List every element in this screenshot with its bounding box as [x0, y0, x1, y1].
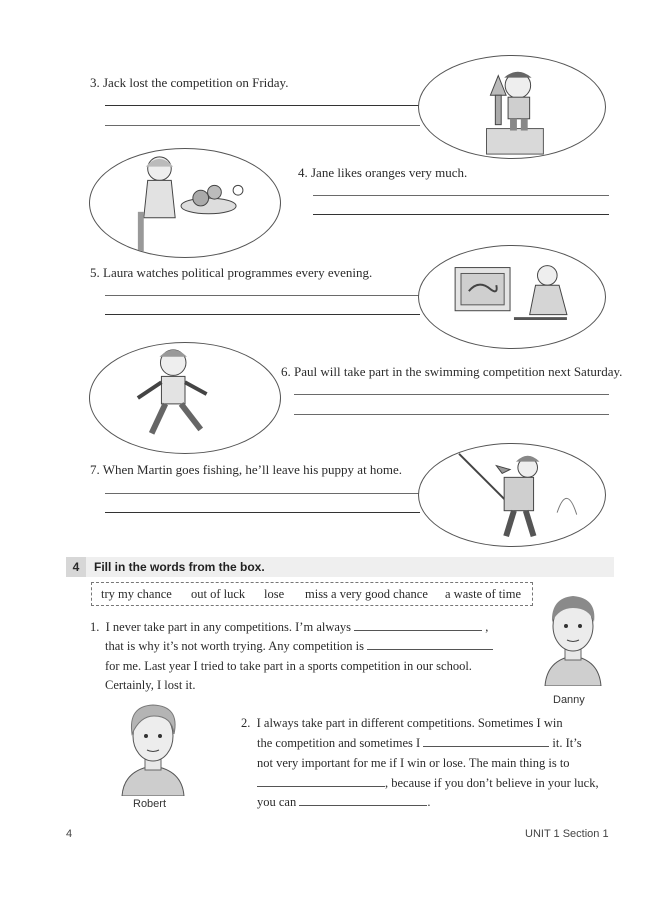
- unit-section-label: UNIT 1 Section 1: [525, 828, 609, 840]
- paragraph-2-line-3: not very important for me if I win or lose. The main thing is to: [257, 756, 570, 770]
- jane-oranges-illustration: [89, 148, 281, 258]
- fill-in-blank[interactable]: [299, 794, 427, 806]
- answer-line[interactable]: [105, 493, 420, 494]
- paragraph-2-line-1: 2. I always take part in different competitions. Sometimes I win: [241, 716, 563, 730]
- martin-fishing-illustration: [418, 443, 606, 547]
- paragraph-1-line-3: for me. Last year I tried to take part in a sports competition in our school.: [105, 659, 472, 673]
- paragraph-1-line-4: Certainly, I lost it.: [105, 678, 196, 692]
- paul-walking-illustration: [89, 342, 281, 454]
- robert-caption: Robert: [133, 798, 167, 810]
- page-number: 4: [66, 828, 73, 840]
- paragraph-2-line-4: , because if you don’t believe in your luck,: [257, 774, 599, 794]
- exercise-title: Fill in the words from the box.: [94, 560, 265, 574]
- answer-line[interactable]: [105, 314, 420, 315]
- paragraph-2-line-2: the competition and sometimes I it. It’s: [257, 736, 582, 750]
- fill-in-blank[interactable]: [257, 775, 385, 787]
- sentence-4: 4. Jane likes oranges very much.: [298, 165, 468, 180]
- word-option: a waste of time: [445, 587, 522, 601]
- sentence-5: 5. Laura watches political programmes every evening.: [90, 265, 373, 280]
- answer-line[interactable]: [105, 295, 420, 296]
- paragraph-1-line-2: that is why it’s not worth trying. Any competition is: [105, 637, 493, 657]
- word-option: miss a very good chance: [305, 587, 428, 601]
- sentence-7: 7. When Martin goes fishing, he’ll leave his puppy at home.: [90, 462, 403, 477]
- answer-line[interactable]: [313, 195, 609, 196]
- answer-line[interactable]: [313, 214, 609, 215]
- item-number: 2.: [241, 716, 251, 730]
- answer-line[interactable]: [105, 125, 420, 126]
- danny-portrait: [535, 590, 611, 686]
- sentence-6: 6. Paul will take part in the swimming competition next Saturday.: [281, 364, 623, 379]
- answer-line[interactable]: [294, 394, 609, 395]
- item-number: 1.: [90, 620, 100, 634]
- answer-line[interactable]: [105, 105, 420, 106]
- sentence-3: 3. Jack lost the competition on Friday.: [90, 75, 289, 90]
- fill-in-blank[interactable]: [354, 619, 482, 631]
- fill-in-blank[interactable]: [367, 638, 493, 650]
- robert-portrait: [114, 700, 192, 796]
- laura-tv-illustration: [418, 245, 606, 349]
- exercise-number: 4: [66, 557, 86, 577]
- answer-line[interactable]: [294, 414, 609, 415]
- jack-trophy-illustration: [418, 55, 606, 159]
- word-box: [91, 582, 533, 606]
- word-option: out of luck: [191, 587, 246, 601]
- word-option: lose: [264, 587, 285, 601]
- answer-line[interactable]: [105, 512, 420, 513]
- exercise-4-header: [66, 557, 614, 577]
- word-option: try my chance: [101, 587, 172, 601]
- paragraph-1-line-1: 1. I never take part in any competitions. I’m always ,: [90, 620, 489, 634]
- fill-in-blank[interactable]: [423, 735, 549, 747]
- paragraph-2-line-5: you can .: [257, 795, 431, 809]
- danny-caption: Danny: [553, 694, 585, 706]
